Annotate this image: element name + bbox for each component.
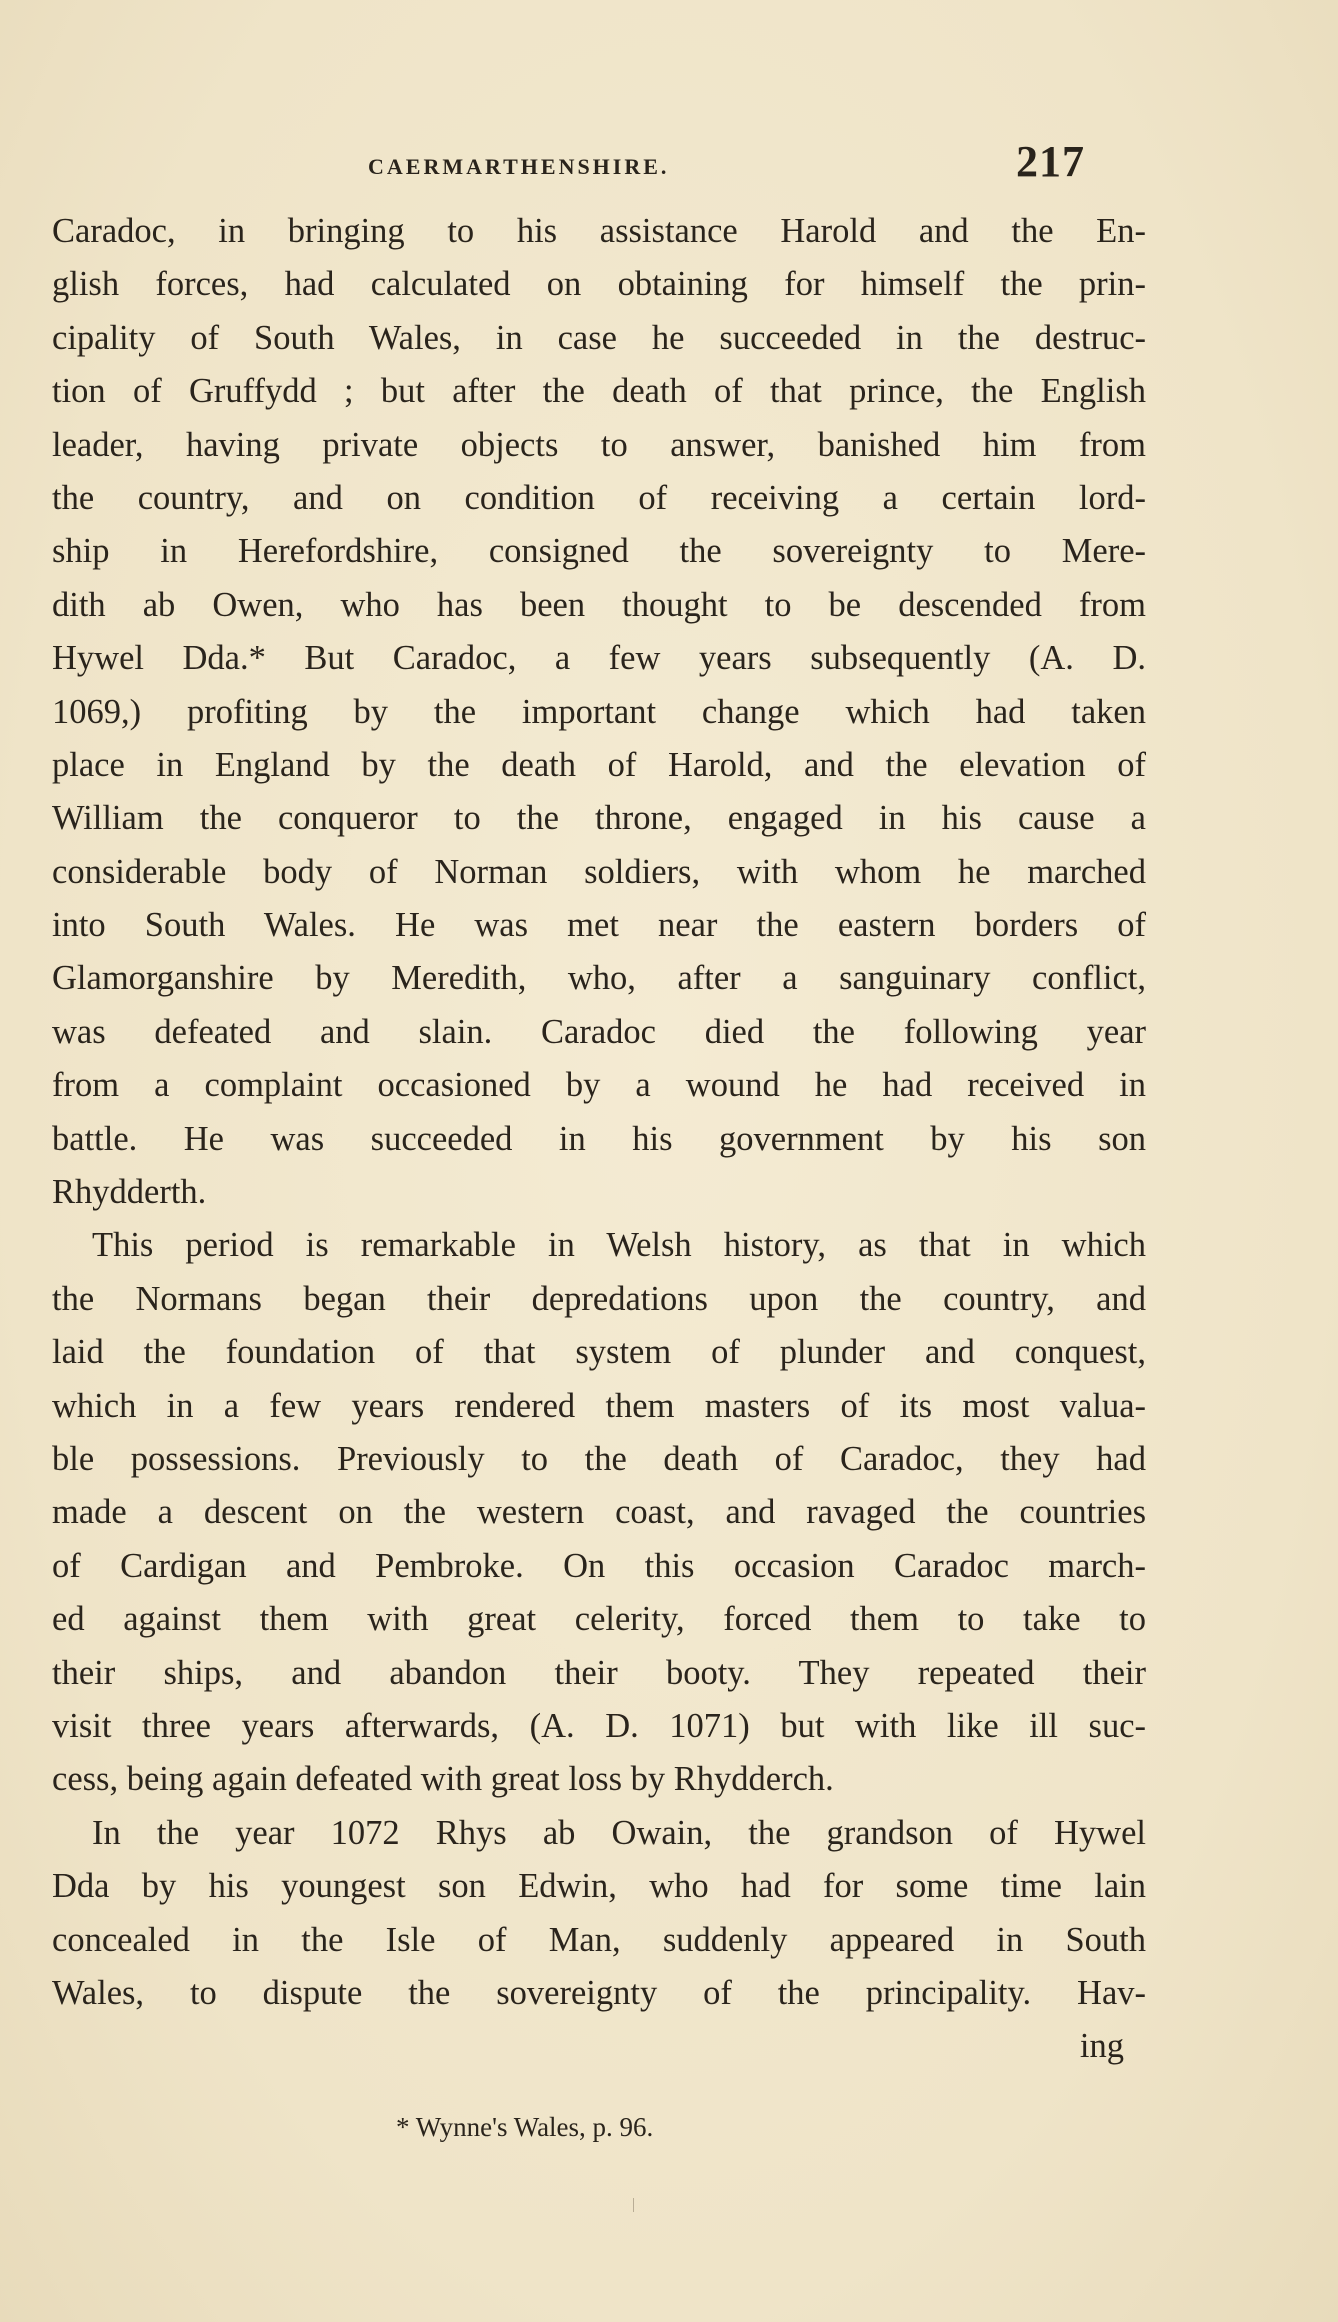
- text-line: concealed in the Isle of Man, suddenly appeared in South: [52, 1920, 1146, 1959]
- text-line: the Normans began their depredations upon the country, and: [52, 1279, 1146, 1318]
- text-line: ed against them with great celerity, forced them to take to: [52, 1600, 1146, 1639]
- text-line: This period is remarkable in Welsh history, as that in which: [92, 1226, 1146, 1265]
- text-line: tion of Gruffydd ; but after the death of that prince, the English: [52, 372, 1146, 411]
- text-line: cess, being again defeated with great loss by Rhydderch.: [52, 1760, 834, 1799]
- text-line: Dda by his youngest son Edwin, who had for some time lain: [52, 1867, 1146, 1906]
- text-line: their ships, and abandon their booty. They repeated their: [52, 1653, 1146, 1692]
- text-line: Glamorganshire by Meredith, who, after a sanguinary conflict,: [52, 959, 1146, 998]
- footnote: * Wynne's Wales, p. 96.: [396, 2112, 654, 2142]
- text-line: William the conqueror to the throne, engaged in his cause a: [52, 799, 1146, 838]
- text-line: was defeated and slain. Caradoc died the following year: [52, 1012, 1146, 1051]
- text-line: from a complaint occasioned by a wound he had received in: [52, 1066, 1146, 1105]
- text-line: of Cardigan and Pembroke. On this occasion Caradoc march-: [52, 1546, 1146, 1585]
- text-line: glish forces, had calculated on obtaining for himself the prin-: [52, 265, 1146, 304]
- text-line: into South Wales. He was met near the eastern borders of: [52, 906, 1146, 945]
- text-line: leader, having private objects to answer, banished him from: [52, 425, 1146, 464]
- text-line: ble possessions. Previously to the death of Caradoc, they had: [52, 1439, 1146, 1478]
- text-line: In the year 1072 Rhys ab Owain, the grandson of Hywel: [92, 1813, 1146, 1852]
- text-line: Rhydderth.: [52, 1173, 207, 1212]
- text-line: dith ab Owen, who has been thought to be descended from: [52, 585, 1146, 624]
- page-number: 217: [1016, 137, 1085, 186]
- body-text: [52, 205, 1146, 2074]
- text-line: battle. He was succeeded in his government by his son: [52, 1119, 1146, 1158]
- text-line: Hywel Dda.* But Caradoc, a few years subsequently (A. D.: [52, 639, 1146, 678]
- print-mark: [633, 2198, 634, 2212]
- catchword: ing: [1079, 2027, 1124, 2066]
- text-line: Wales, to dispute the sovereignty of the principality. Hav-: [52, 1973, 1146, 2012]
- text-line: ship in Herefordshire, consigned the sovereignty to Mere-: [52, 532, 1146, 571]
- text-line: the country, and on condition of receiving a certain lord-: [52, 478, 1146, 517]
- text-line: considerable body of Norman soldiers, with whom he marched: [52, 852, 1146, 891]
- text-line: laid the foundation of that system of plunder and conquest,: [52, 1333, 1146, 1372]
- text-line: visit three years afterwards, (A. D. 1071) but with like ill suc-: [52, 1706, 1146, 1745]
- text-line: 1069,) profiting by the important change which had taken: [52, 692, 1146, 731]
- text-line: place in England by the death of Harold, and the elevation of: [52, 745, 1146, 784]
- running-head: CAERMARTHENSHIRE.: [368, 154, 670, 179]
- text-line: cipality of South Wales, in case he succeeded in the destruc-: [52, 318, 1146, 357]
- text-line: made a descent on the western coast, and ravaged the countries: [52, 1493, 1146, 1532]
- text-line: Caradoc, in bringing to his assistance Harold and the En-: [52, 212, 1146, 250]
- text-line: which in a few years rendered them masters of its most valua-: [52, 1386, 1146, 1425]
- page-header: [0, 132, 1338, 192]
